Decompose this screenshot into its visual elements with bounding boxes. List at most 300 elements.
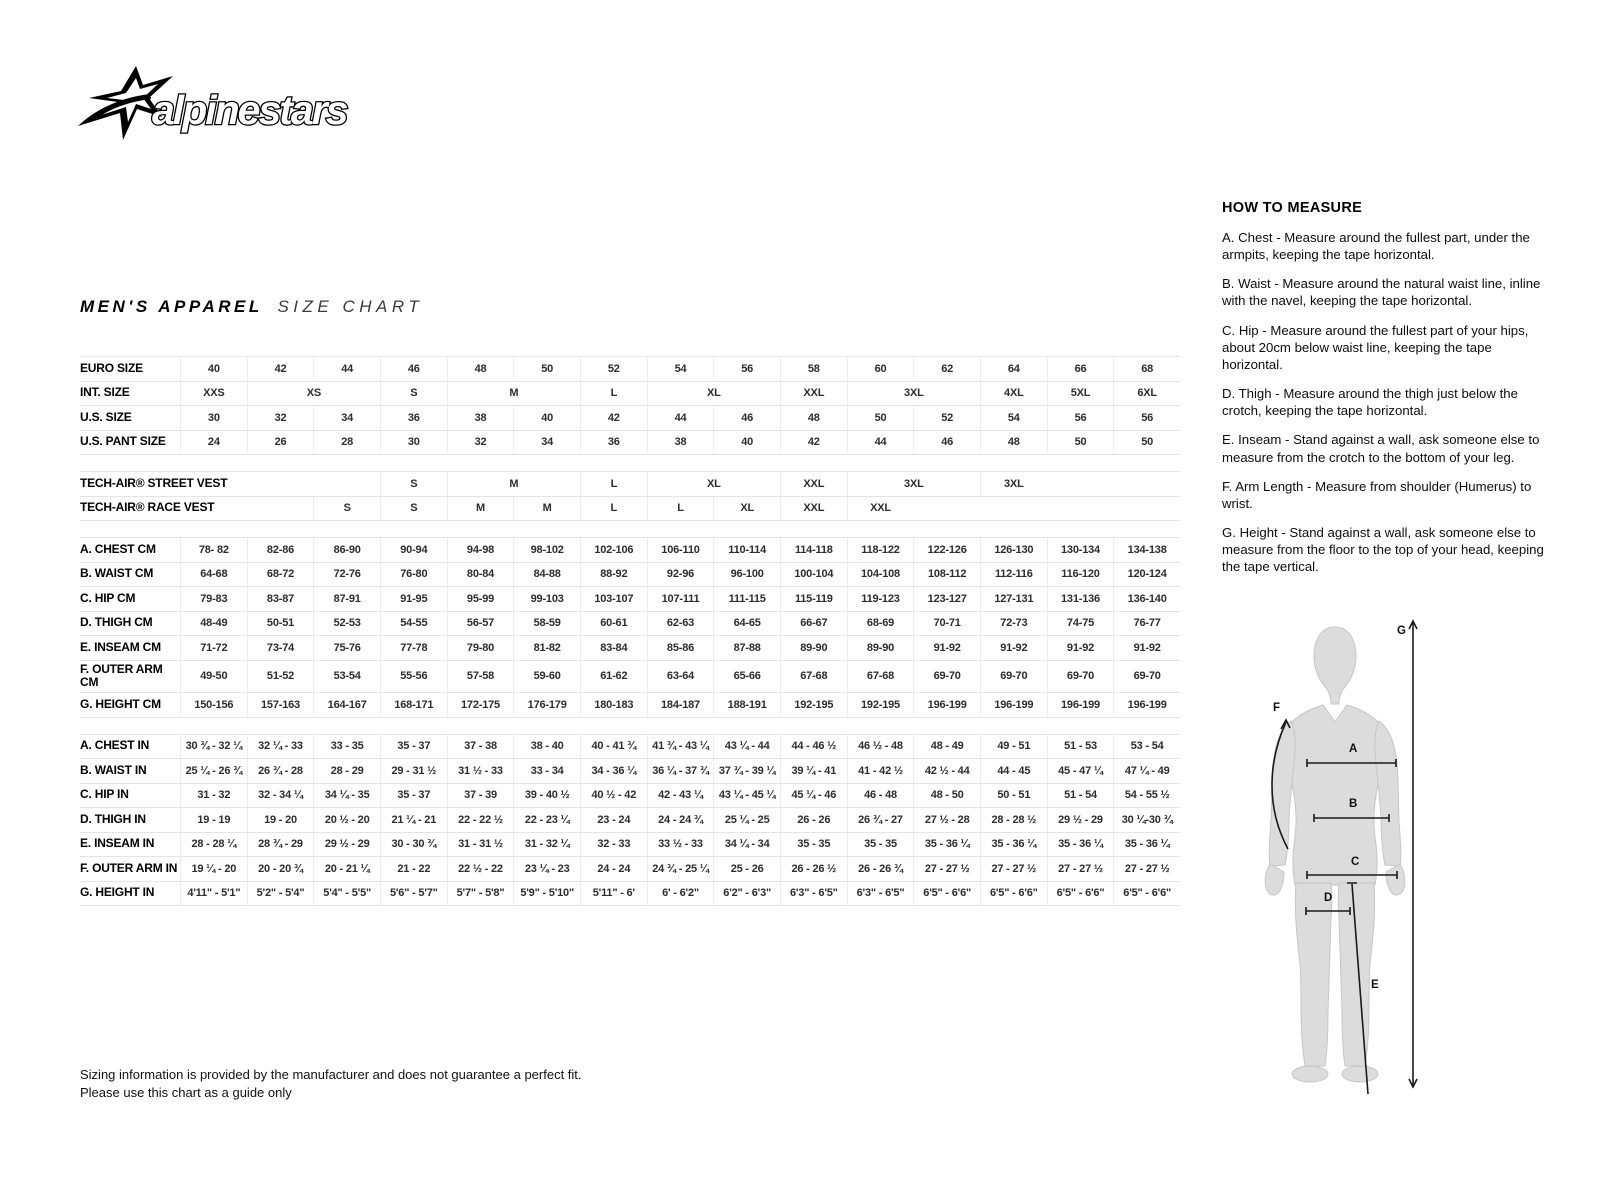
size-cell: L bbox=[580, 497, 647, 521]
table-row bbox=[80, 537, 1180, 563]
size-cell: 69-70 bbox=[1113, 661, 1180, 693]
size-cell: 29 ½ - 29 bbox=[313, 833, 380, 857]
size-cell: 34 - 36 ¼ bbox=[580, 759, 647, 783]
size-cell: 6' - 6'2" bbox=[647, 882, 714, 906]
table-row bbox=[80, 563, 1180, 588]
size-cell: 24 - 24 ¾ bbox=[647, 808, 714, 832]
row-label: G. HEIGHT CM bbox=[80, 696, 161, 711]
size-cell: 51 - 53 bbox=[1047, 735, 1114, 759]
size-cell: 34 bbox=[513, 431, 580, 455]
size-cell: 114-118 bbox=[780, 538, 847, 562]
empty-cell bbox=[913, 497, 1180, 521]
size-cell: 24 - 24 bbox=[580, 857, 647, 881]
size-cell: 27 - 27 ½ bbox=[1047, 857, 1114, 881]
size-cell: 98-102 bbox=[513, 538, 580, 562]
page-title-secondary: SIZE CHART bbox=[277, 297, 424, 316]
size-cell: 6'5" - 6'6" bbox=[913, 882, 980, 906]
size-cell: 136-140 bbox=[1113, 587, 1180, 611]
size-cell: 42 ½ - 44 bbox=[913, 759, 980, 783]
size-cell: 40 bbox=[180, 357, 247, 381]
size-cell: XXL bbox=[780, 382, 847, 406]
size-cell: 96-100 bbox=[713, 563, 780, 587]
table-row bbox=[80, 356, 1180, 382]
row-label: B. WAIST CM bbox=[80, 566, 154, 581]
size-cell: 89-90 bbox=[780, 636, 847, 660]
size-cell: 192-195 bbox=[847, 693, 914, 717]
row-label: C. HIP CM bbox=[80, 590, 136, 605]
size-cell: 82-86 bbox=[247, 538, 314, 562]
row-label: F. OUTER ARM CM bbox=[80, 661, 163, 690]
row-label: E. INSEAM IN bbox=[80, 836, 155, 851]
row-label: TECH-AIR® STREET VEST bbox=[80, 475, 228, 490]
size-cell: 35 - 36 ¼ bbox=[980, 833, 1047, 857]
size-cell: 40 ½ - 42 bbox=[580, 784, 647, 808]
size-cell: 51 - 54 bbox=[1047, 784, 1114, 808]
size-cell: 50 - 51 bbox=[980, 784, 1047, 808]
size-cell: L bbox=[647, 497, 714, 521]
size-cell: 25 - 26 bbox=[713, 857, 780, 881]
size-cell: 66-67 bbox=[780, 612, 847, 636]
size-cell: 38 - 40 bbox=[513, 735, 580, 759]
size-cell: 3XL bbox=[847, 472, 980, 496]
size-cell: 32 - 34 ¼ bbox=[247, 784, 314, 808]
size-cell: 71-72 bbox=[180, 636, 247, 660]
row-label: D. THIGH IN bbox=[80, 811, 146, 826]
label-inseam: E bbox=[1371, 979, 1379, 991]
size-cell: 112-116 bbox=[980, 563, 1047, 587]
size-cell: XXS bbox=[180, 382, 247, 406]
size-cell: 79-83 bbox=[180, 587, 247, 611]
size-cell: 30 ¾ - 32 ¼ bbox=[180, 735, 247, 759]
size-cell: 31 ½ - 33 bbox=[447, 759, 514, 783]
size-cell: 50 bbox=[847, 406, 914, 430]
size-cell: 52 bbox=[580, 357, 647, 381]
size-cell: 28 - 29 bbox=[313, 759, 380, 783]
size-cell: 40 bbox=[713, 431, 780, 455]
size-cell: 20 - 21 ¼ bbox=[313, 857, 380, 881]
size-cell: 89-90 bbox=[847, 636, 914, 660]
size-cell: 31 - 32 ¼ bbox=[513, 833, 580, 857]
size-cell: 67-68 bbox=[847, 661, 914, 693]
size-cell: 49-50 bbox=[180, 661, 247, 693]
size-cell: 44 bbox=[647, 406, 714, 430]
size-cell: 91-92 bbox=[1047, 636, 1114, 660]
size-cell: 45 ¼ - 46 bbox=[780, 784, 847, 808]
body-silhouette bbox=[1265, 627, 1405, 1082]
size-cell: 19 - 19 bbox=[180, 808, 247, 832]
row-label: D. THIGH CM bbox=[80, 615, 153, 630]
size-cell: XXL bbox=[780, 497, 847, 521]
table-row bbox=[80, 661, 1180, 694]
size-cell: 94-98 bbox=[447, 538, 514, 562]
size-cell: 90-94 bbox=[380, 538, 447, 562]
measure-instruction: G. Height - Stand against a wall, ask someone else to measure from the floor to the top of your head, keeping the tape vertical. bbox=[1222, 525, 1544, 575]
size-cell: 99-103 bbox=[513, 587, 580, 611]
table-row bbox=[80, 882, 1180, 907]
size-cell: 75-76 bbox=[313, 636, 380, 660]
size-cell: 32 bbox=[247, 406, 314, 430]
table-row bbox=[80, 636, 1180, 661]
size-cell: 80-84 bbox=[447, 563, 514, 587]
size-cell: 120-124 bbox=[1113, 563, 1180, 587]
size-cell: 43 ¼ - 44 bbox=[713, 735, 780, 759]
size-cell: 38 bbox=[447, 406, 514, 430]
size-cell: 46 bbox=[913, 431, 980, 455]
size-cell: 22 - 23 ¼ bbox=[513, 808, 580, 832]
size-cell: 35 - 35 bbox=[847, 833, 914, 857]
row-label: A. CHEST IN bbox=[80, 738, 150, 753]
size-cell: 44 - 46 ½ bbox=[780, 735, 847, 759]
size-cell: 3XL bbox=[980, 472, 1047, 496]
size-cell: 69-70 bbox=[913, 661, 980, 693]
size-cell: 74-75 bbox=[1047, 612, 1114, 636]
table-row bbox=[80, 857, 1180, 882]
row-label: G. HEIGHT IN bbox=[80, 885, 155, 900]
size-cell: 196-199 bbox=[1113, 693, 1180, 717]
how-to-measure-list bbox=[1222, 229, 1552, 576]
size-cell: 196-199 bbox=[1047, 693, 1114, 717]
table-row bbox=[80, 784, 1180, 809]
size-cell: 43 ¼ - 45 ¼ bbox=[713, 784, 780, 808]
size-cell: S bbox=[313, 497, 380, 521]
empty-cell bbox=[1047, 472, 1180, 496]
size-cell: 48 bbox=[980, 431, 1047, 455]
size-cell: 34 bbox=[313, 406, 380, 430]
size-cell: 50 bbox=[1047, 431, 1114, 455]
measure-instruction: C. Hip - Measure around the fullest part of your hips, about 20cm below waist line, keeping the tape horizontal. bbox=[1222, 322, 1529, 372]
size-cell: 79-80 bbox=[447, 636, 514, 660]
size-cell: 73-74 bbox=[247, 636, 314, 660]
size-cell: 83-87 bbox=[247, 587, 314, 611]
size-cell: 47 ¼ - 49 bbox=[1113, 759, 1180, 783]
size-cell: 119-123 bbox=[847, 587, 914, 611]
size-cell: 35 - 37 bbox=[380, 784, 447, 808]
size-cell: 26 ¾ - 27 bbox=[847, 808, 914, 832]
size-cell: 42 - 43 ¼ bbox=[647, 784, 714, 808]
size-cell: 59-60 bbox=[513, 661, 580, 693]
size-cell: 58-59 bbox=[513, 612, 580, 636]
size-cell: 42 bbox=[247, 357, 314, 381]
size-cell: 6XL bbox=[1113, 382, 1180, 406]
size-cell: 62 bbox=[913, 357, 980, 381]
size-cell: 188-191 bbox=[713, 693, 780, 717]
size-cell: 31 - 31 ½ bbox=[447, 833, 514, 857]
size-cell: 37 - 39 bbox=[447, 784, 514, 808]
size-cell: 4XL bbox=[980, 382, 1047, 406]
size-cell: 44 bbox=[847, 431, 914, 455]
size-cell: 111-115 bbox=[713, 587, 780, 611]
size-cell: 5'2" - 5'4" bbox=[247, 882, 314, 906]
size-cell: 126-130 bbox=[980, 538, 1047, 562]
size-cell: 27 - 27 ½ bbox=[913, 857, 980, 881]
table-row bbox=[80, 471, 1180, 497]
size-cell: 108-112 bbox=[913, 563, 980, 587]
size-cell: 22 ½ - 22 bbox=[447, 857, 514, 881]
size-cell: 26 - 26 ½ bbox=[780, 857, 847, 881]
size-cell: 29 ½ - 29 bbox=[1047, 808, 1114, 832]
size-cell: 67-68 bbox=[780, 661, 847, 693]
size-cell: 56-57 bbox=[447, 612, 514, 636]
size-cell: 104-108 bbox=[847, 563, 914, 587]
size-cell: 76-80 bbox=[380, 563, 447, 587]
measure-instruction: E. Inseam - Stand against a wall, ask someone else to measure from the crotch to the bottom of your leg. bbox=[1222, 432, 1540, 465]
size-cell: 164-167 bbox=[313, 693, 380, 717]
label-hip: C bbox=[1351, 856, 1360, 868]
size-cell: 49 - 51 bbox=[980, 735, 1047, 759]
size-cell: 54 bbox=[647, 357, 714, 381]
size-cell: 168-171 bbox=[380, 693, 447, 717]
size-cell: 52 bbox=[913, 406, 980, 430]
size-cell: 23 ¼ - 23 bbox=[513, 857, 580, 881]
size-cell: M bbox=[513, 497, 580, 521]
size-cell: 48 - 49 bbox=[913, 735, 980, 759]
size-cell: 26 ¾ - 28 bbox=[247, 759, 314, 783]
size-cell: 44 bbox=[313, 357, 380, 381]
disclaimer-line-1: Sizing information is provided by the manufacturer and does not guarantee a perfect fit. bbox=[80, 1067, 582, 1082]
disclaimer-line-2: Please use this chart as a guide only bbox=[80, 1085, 292, 1101]
size-cell: 39 - 40 ½ bbox=[513, 784, 580, 808]
size-cell: 61-62 bbox=[580, 661, 647, 693]
size-cell: 53-54 bbox=[313, 661, 380, 693]
size-cell: 6'5" - 6'6" bbox=[1113, 882, 1180, 906]
size-cell: 118-122 bbox=[847, 538, 914, 562]
size-cell: 83-84 bbox=[580, 636, 647, 660]
size-cell: 5'6" - 5'7" bbox=[380, 882, 447, 906]
size-cell: 36 bbox=[580, 431, 647, 455]
size-cell: 30 - 30 ¾ bbox=[380, 833, 447, 857]
size-cell: 91-92 bbox=[980, 636, 1047, 660]
size-cell: 55-56 bbox=[380, 661, 447, 693]
size-cell: L bbox=[580, 472, 647, 496]
row-label: U.S. SIZE bbox=[80, 409, 132, 424]
size-cell: 48 bbox=[447, 357, 514, 381]
size-cell: 40 bbox=[513, 406, 580, 430]
size-cell: 24 bbox=[180, 431, 247, 455]
table-row bbox=[80, 693, 1180, 718]
size-cell: 25 ¼ - 25 bbox=[713, 808, 780, 832]
size-cell: 91-92 bbox=[1113, 636, 1180, 660]
height-line bbox=[1409, 621, 1417, 1087]
size-cell: M bbox=[447, 472, 580, 496]
disclaimer bbox=[80, 1066, 582, 1102]
size-cell: 115-119 bbox=[780, 587, 847, 611]
size-cell: 6'2" - 6'3" bbox=[713, 882, 780, 906]
size-cell: 68-69 bbox=[847, 612, 914, 636]
size-cell: 60 bbox=[847, 357, 914, 381]
row-label: F. OUTER ARM IN bbox=[80, 860, 178, 875]
size-cell: 176-179 bbox=[513, 693, 580, 717]
size-cell: 20 ½ - 20 bbox=[313, 808, 380, 832]
size-cell: 91-92 bbox=[913, 636, 980, 660]
size-cell: XL bbox=[647, 382, 780, 406]
size-cell: 6'5" - 6'6" bbox=[1047, 882, 1114, 906]
size-cell: 35 - 36 ¼ bbox=[913, 833, 980, 857]
size-cell: 36 bbox=[380, 406, 447, 430]
size-cell: 41 ¾ - 43 ¼ bbox=[647, 735, 714, 759]
table-row bbox=[80, 406, 1180, 431]
size-table bbox=[80, 356, 1180, 906]
size-cell: 28 bbox=[313, 431, 380, 455]
size-cell: 92-96 bbox=[647, 563, 714, 587]
size-cell: 26 - 26 bbox=[780, 808, 847, 832]
size-cell: 20 - 20 ¾ bbox=[247, 857, 314, 881]
size-cell: 31 - 32 bbox=[180, 784, 247, 808]
table-row bbox=[80, 587, 1180, 612]
size-cell: 52-53 bbox=[313, 612, 380, 636]
size-cell: S bbox=[380, 382, 447, 406]
size-cell: 56 bbox=[713, 357, 780, 381]
size-cell: 34 ¼ - 35 bbox=[313, 784, 380, 808]
size-cell: 19 - 20 bbox=[247, 808, 314, 832]
size-cell: 54 - 55 ½ bbox=[1113, 784, 1180, 808]
size-cell: 103-107 bbox=[580, 587, 647, 611]
logo-wordmark: alpinestars bbox=[152, 87, 347, 133]
size-cell: 42 bbox=[780, 431, 847, 455]
size-cell: 27 - 27 ½ bbox=[980, 857, 1047, 881]
size-cell: 87-88 bbox=[713, 636, 780, 660]
size-cell: 5'11" - 6' bbox=[580, 882, 647, 906]
size-cell: 91-95 bbox=[380, 587, 447, 611]
size-cell: L bbox=[580, 382, 647, 406]
size-cell: 46 ½ - 48 bbox=[847, 735, 914, 759]
size-cell: 76-77 bbox=[1113, 612, 1180, 636]
row-label: E. INSEAM CM bbox=[80, 639, 161, 654]
size-cell: 95-99 bbox=[447, 587, 514, 611]
size-cell: 196-199 bbox=[913, 693, 980, 717]
size-cell: 27 - 27 ½ bbox=[1113, 857, 1180, 881]
size-cell: 30 bbox=[380, 431, 447, 455]
size-cell: 107-111 bbox=[647, 587, 714, 611]
size-cell: S bbox=[380, 497, 447, 521]
size-cell: 35 - 36 ¼ bbox=[1113, 833, 1180, 857]
size-cell: 28 - 28 ¼ bbox=[180, 833, 247, 857]
alpinestars-logo bbox=[76, 58, 366, 158]
size-cell: XL bbox=[647, 472, 780, 496]
size-cell: 21 - 22 bbox=[380, 857, 447, 881]
size-cell: 116-120 bbox=[1047, 563, 1114, 587]
size-cell: 70-71 bbox=[913, 612, 980, 636]
table-row bbox=[80, 734, 1180, 760]
size-cell: 24 ¾ - 25 ¼ bbox=[647, 857, 714, 881]
size-cell: 32 ¼ - 33 bbox=[247, 735, 314, 759]
size-cell: 88-92 bbox=[580, 563, 647, 587]
table-row bbox=[80, 382, 1180, 407]
size-cell: 86-90 bbox=[313, 538, 380, 562]
size-cell: 127-131 bbox=[980, 587, 1047, 611]
size-cell: 64 bbox=[980, 357, 1047, 381]
size-cell: 27 ½ - 28 bbox=[913, 808, 980, 832]
size-cell: 157-163 bbox=[247, 693, 314, 717]
size-cell: 5'7" - 5'8" bbox=[447, 882, 514, 906]
size-cell: 30 ¼-30 ¾ bbox=[1113, 808, 1180, 832]
size-cell: 30 bbox=[180, 406, 247, 430]
size-cell: XS bbox=[247, 382, 380, 406]
size-cell: 72-76 bbox=[313, 563, 380, 587]
label-thigh: D bbox=[1324, 892, 1333, 904]
size-cell: 150-156 bbox=[180, 693, 247, 717]
size-cell: 64-68 bbox=[180, 563, 247, 587]
size-cell: 36 ¼ - 37 ¾ bbox=[647, 759, 714, 783]
size-cell: 106-110 bbox=[647, 538, 714, 562]
size-cell: 44 - 45 bbox=[980, 759, 1047, 783]
size-cell: 28 ¾ - 29 bbox=[247, 833, 314, 857]
size-cell: 50 bbox=[1113, 431, 1180, 455]
measure-instruction: A. Chest - Measure around the fullest part, under the armpits, keeping the tape horizontal. bbox=[1222, 230, 1530, 263]
size-cell: 40 - 41 ¾ bbox=[580, 735, 647, 759]
size-cell: 130-134 bbox=[1047, 538, 1114, 562]
table-row bbox=[80, 833, 1180, 858]
size-cell: 60-61 bbox=[580, 612, 647, 636]
size-cell: 5'9" - 5'10" bbox=[513, 882, 580, 906]
size-cell: 131-136 bbox=[1047, 587, 1114, 611]
size-cell: 3XL bbox=[847, 382, 980, 406]
size-cell: 5XL bbox=[1047, 382, 1114, 406]
size-cell: 29 - 31 ½ bbox=[380, 759, 447, 783]
size-cell: 72-73 bbox=[980, 612, 1047, 636]
row-label: EURO SIZE bbox=[80, 360, 143, 375]
size-cell: 33 ½ - 33 bbox=[647, 833, 714, 857]
table-row bbox=[80, 612, 1180, 637]
size-cell: 53 - 54 bbox=[1113, 735, 1180, 759]
size-cell: 28 - 28 ½ bbox=[980, 808, 1047, 832]
size-cell: 46 bbox=[713, 406, 780, 430]
size-cell: 62-63 bbox=[647, 612, 714, 636]
size-cell: 38 bbox=[647, 431, 714, 455]
how-to-measure-panel bbox=[1222, 200, 1552, 588]
row-label: C. HIP IN bbox=[80, 787, 129, 802]
size-cell: XXL bbox=[780, 472, 847, 496]
size-cell: 32 - 33 bbox=[580, 833, 647, 857]
size-cell: 33 - 35 bbox=[313, 735, 380, 759]
size-cell: 35 - 36 ¼ bbox=[1047, 833, 1114, 857]
label-arm-length: F bbox=[1273, 702, 1281, 714]
size-cell: 32 bbox=[447, 431, 514, 455]
size-cell: 134-138 bbox=[1113, 538, 1180, 562]
size-cell: 85-86 bbox=[647, 636, 714, 660]
size-cell: 46 bbox=[380, 357, 447, 381]
size-cell: 196-199 bbox=[980, 693, 1047, 717]
size-cell: 21 ¼ - 21 bbox=[380, 808, 447, 832]
size-cell: 6'5" - 6'6" bbox=[980, 882, 1047, 906]
table-row bbox=[80, 497, 1180, 522]
size-cell: 100-104 bbox=[780, 563, 847, 587]
table-row bbox=[80, 431, 1180, 456]
size-cell: 66 bbox=[1047, 357, 1114, 381]
size-cell: 25 ¼ - 26 ¾ bbox=[180, 759, 247, 783]
row-label: A. CHEST CM bbox=[80, 541, 156, 556]
size-cell: 56 bbox=[1113, 406, 1180, 430]
size-cell: 69-70 bbox=[1047, 661, 1114, 693]
row-label: B. WAIST IN bbox=[80, 762, 147, 777]
size-cell: 64-65 bbox=[713, 612, 780, 636]
size-cell: 123-127 bbox=[913, 587, 980, 611]
size-cell: 33 - 34 bbox=[513, 759, 580, 783]
size-cell: 122-126 bbox=[913, 538, 980, 562]
size-cell: 34 ¼ - 34 bbox=[713, 833, 780, 857]
size-cell: 81-82 bbox=[513, 636, 580, 660]
size-cell: 65-66 bbox=[713, 661, 780, 693]
size-cell: S bbox=[380, 472, 447, 496]
size-cell: 26 bbox=[247, 431, 314, 455]
size-cell: XXL bbox=[847, 497, 914, 521]
label-waist: B bbox=[1349, 798, 1358, 810]
size-cell: 45 - 47 ¼ bbox=[1047, 759, 1114, 783]
size-cell: 78- 82 bbox=[180, 538, 247, 562]
size-cell: 68-72 bbox=[247, 563, 314, 587]
size-cell: 41 - 42 ½ bbox=[847, 759, 914, 783]
size-cell: 48-49 bbox=[180, 612, 247, 636]
size-cell: 77-78 bbox=[380, 636, 447, 660]
